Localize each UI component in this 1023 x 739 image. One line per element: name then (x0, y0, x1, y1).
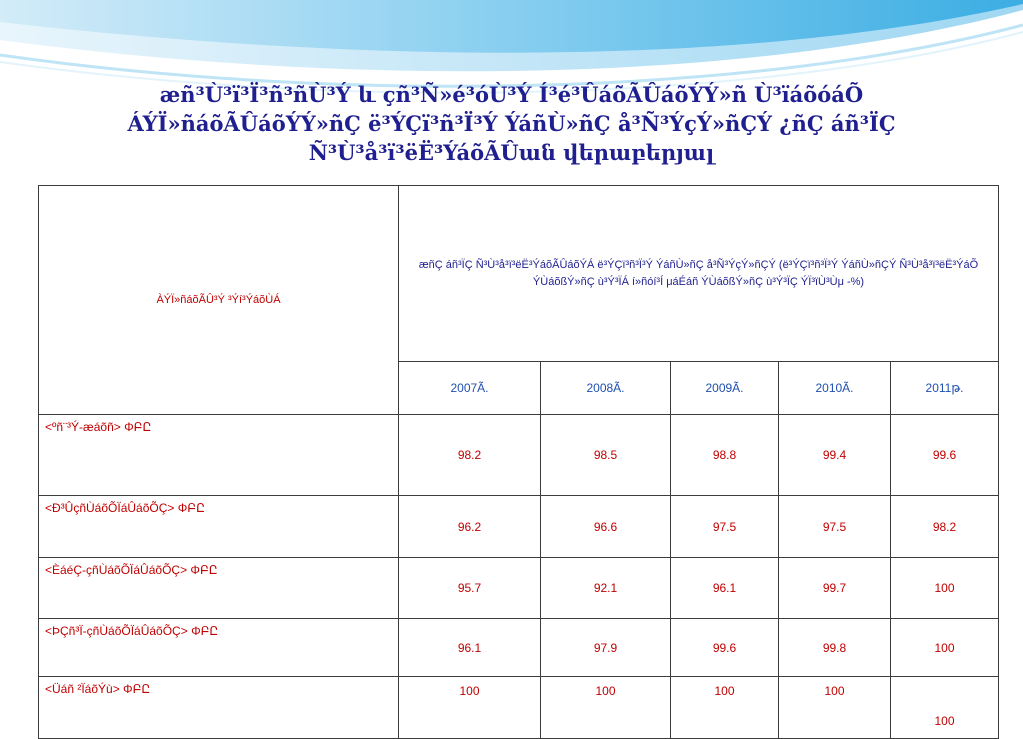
year-2010: 2010Ã. (779, 362, 891, 415)
year-2008: 2008Ã. (541, 362, 671, 415)
value-cell: 97.5 (671, 496, 779, 558)
table-row (39, 558, 999, 619)
value-cell: 95.7 (399, 558, 541, 619)
compliance-header: æñÇ áñ³ÏÇ Ñ³Ù³å³ï³ëË³ÝáõÃÛáõÝÁ ë³ÝÇï³ñ³Ï³Ý ÝáñÙ»ñÇ å³Ñ³ÝçÝ»ñÇÝ (ë³ÝÇï³ñ³Ï³Ý ÝáñÙ»ñÇÝ Ñ³Ù³å³ï³ëË³ÝáÕ ÝÙáõßÝ»ñÇ ù³Ý³ÏÁ í»ñóí³Í μáÉáñ ÝÙáõßÝ»ñÇ ù³Ý³ÏÇ ÝÏ³ïÙ³Ùμ -%) (399, 186, 999, 362)
table-row (39, 619, 999, 677)
header-row (39, 186, 999, 362)
value-cell: 100 (779, 677, 891, 739)
value-cell: 98.5 (541, 415, 671, 496)
value-cell: 99.7 (779, 558, 891, 619)
value-cell: 97.5 (779, 496, 891, 558)
year-2009: 2009Ã. (671, 362, 779, 415)
water-quality-table (38, 185, 999, 739)
title-line-1: æñ³Ù³ï³Ï³ñ³ñÙ³Ý և çñ³Ñ»é³óÙ³Ý Í³é³ÛáõÃÛáõÝÝ»ñ Ù³ïáõóáÕ (159, 82, 864, 107)
value-cell: 98.2 (891, 496, 999, 558)
region-name: <Üáñ ²ÏáõÝù> ΦԲԸ (39, 677, 399, 739)
title-line-3: Ñ³Ù³å³ï³ëË³ÝáõÃÛան վերաբերյալ (308, 140, 715, 165)
region-name: <ºñ¨³Ý-æáõñ> ΦԲԸ (39, 415, 399, 496)
value-cell: 96.6 (541, 496, 671, 558)
year-2011: 2011թ. (891, 362, 999, 415)
value-cell: 100 (891, 677, 999, 739)
value-cell: 98.8 (671, 415, 779, 496)
organization-name-header: ÀÝÏ»ñáõÃÛ³Ý ³Ýí³ÝáõÙÁ (39, 186, 399, 415)
value-cell: 99.6 (671, 619, 779, 677)
table-row (39, 496, 999, 558)
value-cell: 96.1 (399, 619, 541, 677)
year-2007: 2007Ã. (399, 362, 541, 415)
value-cell: 96.1 (671, 558, 779, 619)
region-name: <ÈáéÇ-çñÙáõÕÏáÛáõÕÇ> ΦԲԸ (39, 558, 399, 619)
value-cell: 100 (399, 677, 541, 739)
value-cell: 99.4 (779, 415, 891, 496)
value-cell: 96.2 (399, 496, 541, 558)
value-cell: 100 (671, 677, 779, 739)
value-cell: 100 (891, 619, 999, 677)
value-cell: 97.9 (541, 619, 671, 677)
region-name: <ÞÇñ³Ï-çñÙáõÕÏáÛáõÕÇ> ΦԲԸ (39, 619, 399, 677)
value-cell: 100 (891, 558, 999, 619)
value-cell: 100 (541, 677, 671, 739)
table-row (39, 415, 999, 496)
value-cell: 99.6 (891, 415, 999, 496)
page-title (40, 80, 983, 167)
title-line-2: ÁÝÏ»ñáõÃÛáõÝÝ»ñÇ ë³ÝÇï³ñ³Ï³Ý ÝáñÙ»ñÇ å³Ñ³ÝçÝ»ñÇÝ ¿ñÇ áñ³ÏÇ (127, 111, 896, 136)
value-cell: 98.2 (399, 415, 541, 496)
region-name: <Ð³ÛçñÙáõÕÏáÛáõÕÇ> ΦԲԸ (39, 496, 399, 558)
value-cell: 92.1 (541, 558, 671, 619)
value-cell: 99.8 (779, 619, 891, 677)
